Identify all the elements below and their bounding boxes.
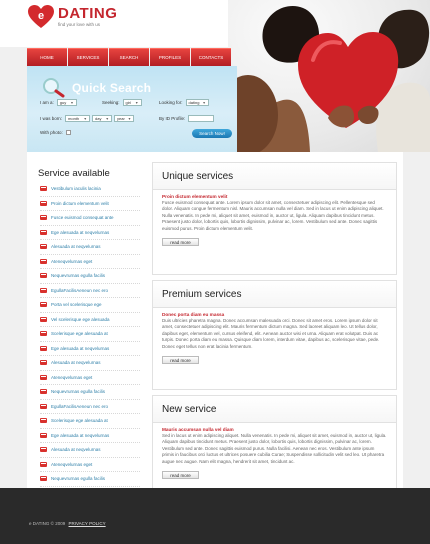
panel-title: New service xyxy=(153,396,396,423)
main-nav xyxy=(27,48,232,66)
read-more-button[interactable]: read more xyxy=(162,471,199,479)
search-now-button[interactable]: Search Now! xyxy=(192,129,232,138)
sidebar-item-label: Porta vel scelerisque ege xyxy=(51,302,102,308)
panel-subtitle[interactable]: Donec porta diam eu massa xyxy=(162,312,225,317)
envelope-bullet-icon xyxy=(40,389,47,394)
sidebar-item-label: Vestibulum iaculis lacinia xyxy=(51,186,101,192)
sidebar-list-item[interactable] xyxy=(40,342,140,357)
sidebar-list-item[interactable] xyxy=(40,385,140,400)
envelope-bullet-icon xyxy=(40,404,47,409)
envelope-bullet-icon xyxy=(40,346,47,351)
panel-title: Premium services xyxy=(153,281,396,308)
heart-logo-icon xyxy=(28,5,54,29)
chevron-down-icon: ▼ xyxy=(202,100,206,105)
sidebar-list-item[interactable] xyxy=(40,197,140,212)
iam-row xyxy=(40,99,77,106)
sidebar-item-label: Vel scelerisque ege alesuada xyxy=(51,316,110,322)
logo-letter: e xyxy=(37,10,45,22)
born-month-select[interactable]: month ▼ xyxy=(65,115,90,122)
sidebar-item-label: Alesuada at neqvelurnas xyxy=(51,447,101,453)
panel-text: Fusce euismod consequat ante. Lorem ipsum dolor sit amet, consectetuer adipiscing elit. Pellentesque sed dolor. Aliquam congue fermentum nisl. Mauris accumsan nulla vel diam. Sed in lacus ut enim adipiscing aliquet. Nulla venenatis. In pede mi, aliquet sit amet, euismod in, auctor ut, ligula. Aliquam dapibus tincidunt metus. Praesent justo dolor, lobortis quis, lobortis dignissim, pulvinar ac, lorem. Vestibulum sed ante. Donec sagittis euismod purus. Proin dictum elementum velit. xyxy=(162,200,384,231)
iam-label: I am a: xyxy=(40,100,54,105)
sidebar-item-label: Ege alesuada at neqvelurnas xyxy=(51,345,110,351)
looking-for-row xyxy=(159,99,209,106)
read-more-button[interactable]: read more xyxy=(162,356,199,364)
envelope-bullet-icon xyxy=(40,215,47,220)
sidebar-list-item[interactable] xyxy=(40,400,140,415)
chevron-down-icon: ▼ xyxy=(70,100,74,105)
envelope-bullet-icon xyxy=(40,462,47,467)
sidebar-list-item[interactable] xyxy=(40,182,140,197)
id-profile-label: By ID Profile: xyxy=(159,116,186,121)
sidebar-list-item[interactable] xyxy=(40,327,140,342)
panel-subtitle[interactable]: Proin dictum elementum velit xyxy=(162,194,228,199)
sidebar-list-item[interactable] xyxy=(40,443,140,458)
envelope-bullet-icon xyxy=(40,317,47,322)
sidebar-list-item[interactable] xyxy=(40,429,140,444)
envelope-bullet-icon xyxy=(40,244,47,249)
sidebar-item-label: Fusce euismod consequat ante xyxy=(51,215,114,221)
chevron-down-icon: ▼ xyxy=(135,100,139,105)
quick-search-panel xyxy=(27,66,237,152)
sidebar-list-item[interactable] xyxy=(40,371,140,386)
sidebar-item-label: Scelerisque ege alesuada at xyxy=(51,331,108,337)
nav-search[interactable]: SEARCH xyxy=(109,48,149,66)
magnifier-icon xyxy=(40,76,66,98)
footer-copyright: e DATING © 2009 xyxy=(29,521,66,526)
sidebar-list-item[interactable] xyxy=(40,226,140,241)
envelope-bullet-icon xyxy=(40,360,47,365)
sidebar-item-label: Ege alesuada at neqvelurnas xyxy=(51,229,110,235)
sidebar-item-label: Alesuada at neqvelurnas xyxy=(51,360,101,366)
sidebar-item-label: Nequevrurnas egulla facilis xyxy=(51,273,106,279)
sidebar-list-item[interactable] xyxy=(40,298,140,313)
sidebar-item-label: Ateneqvelurnas eget xyxy=(51,258,93,264)
sidebar-list-item[interactable] xyxy=(40,255,140,270)
envelope-bullet-icon xyxy=(40,418,47,423)
footer-text xyxy=(29,521,106,526)
envelope-bullet-icon xyxy=(40,230,47,235)
looking-for-select[interactable]: dating ▼ xyxy=(186,99,209,106)
envelope-bullet-icon xyxy=(40,331,47,336)
chevron-down-icon: ▼ xyxy=(105,116,110,121)
panel-subtitle[interactable]: Mauris accumsan nulla vel diam xyxy=(162,427,234,432)
sidebar-item-label: EgullaFacilisAeneun nec ero xyxy=(51,403,109,409)
looking-for-label: Looking for: xyxy=(159,100,183,105)
brand-name: DATING xyxy=(58,5,118,22)
sidebar-item-label: Proin dictum elementum velit xyxy=(51,200,109,206)
chevron-down-icon: ▼ xyxy=(83,116,88,121)
id-profile-input[interactable] xyxy=(188,115,214,122)
nav-services[interactable]: SERVICES xyxy=(68,48,108,66)
privacy-policy-link[interactable]: PRIVACY POLICY xyxy=(68,521,106,526)
panel-premium-services xyxy=(152,280,397,390)
seeking-select[interactable]: girl ▼ xyxy=(123,99,142,106)
photo-row xyxy=(40,130,71,135)
brand-tagline: find your love with us xyxy=(58,22,101,27)
footer xyxy=(0,488,430,544)
envelope-bullet-icon xyxy=(40,259,47,264)
sidebar-list-item[interactable] xyxy=(40,269,140,284)
sidebar-item-label: EgullaFacilisAeneun nec ero xyxy=(51,287,109,293)
envelope-bullet-icon xyxy=(40,447,47,452)
seeking-label: Seeking: xyxy=(102,100,120,105)
envelope-bullet-icon xyxy=(40,302,47,307)
sidebar-list-item[interactable] xyxy=(40,472,140,487)
nav-home[interactable]: HOME xyxy=(27,48,67,66)
sidebar-item-label: Ateneqvelurnas eget xyxy=(51,374,93,380)
panel-text: Duis ultricies pharetra magna. Donec accumsan malesuada orci. Donec sit amet eros. Lorem ipsum dolor sit amet, consectetuer adipiscing elit. Mauris fermentum dictum magna. Sed laoreet aliquam leo. Ut tellus dolor, dapibus eget, elementum vel, cursus eleifend, elit. Aenean auctor wisi et urna. Aliquam erat volutpat. Duis ac turpis. Donec porta diam eu massa. Quisque diam lorem, interdum vitae, dapibus ac, scelerisque vitae, pede. Donec eget tellus non erat lacinia fermentum. xyxy=(162,318,380,349)
nav-profiles[interactable]: PROFILES xyxy=(150,48,190,66)
envelope-bullet-icon xyxy=(40,375,47,380)
sidebar-list-item[interactable] xyxy=(40,458,140,473)
couple-photo xyxy=(228,0,430,152)
sidebar-item-label: Nequevrurnas egulla facilis xyxy=(51,476,106,482)
sidebar-list-item[interactable] xyxy=(40,284,140,299)
id-profile-row xyxy=(159,115,214,122)
born-label: I was born: xyxy=(40,116,63,121)
envelope-bullet-icon xyxy=(40,201,47,206)
nav-contacts[interactable]: CONTACTS xyxy=(191,48,231,66)
iam-select[interactable]: guy ▼ xyxy=(57,99,77,106)
read-more-button[interactable]: read more xyxy=(162,238,199,246)
logo[interactable] xyxy=(28,5,117,29)
photo-checkbox[interactable] xyxy=(66,130,71,135)
sidebar-list-item[interactable] xyxy=(40,313,140,328)
sidebar-list-item[interactable] xyxy=(40,211,140,226)
envelope-bullet-icon xyxy=(40,273,47,278)
quick-search-title: Quick Search xyxy=(72,81,152,95)
born-year-select[interactable]: year ▼ xyxy=(114,115,134,122)
sidebar-title: Service available xyxy=(38,168,110,179)
panel-text: Sed in lacus ut enim adipiscing aliquet. Nulla venenatis. In pede mi, aliquet sit amet, euismod in, auctor ut, ligula. Aliquam dapibus tincidunt metus. Praesent justo dolor, lobortis quis, lobortis dignissim, pulvinar ac, lorem. Vestibulum sed ante. Donec sagittis euismod purus. Nulla facilisi. Aenean nec eros. Vestibulum ante ipsum primis in faucibus orci luctus et ultrices posuere cubilia Curae; Suspendisse sollicitudin velit sed leo. Ut pharetra augue nec augue. Nam elit magna, hendrerit sit amet, tincidunt ac. xyxy=(162,433,387,464)
born-row xyxy=(40,115,134,122)
sidebar-item-label: Scelerisque ege alesuada at xyxy=(51,418,108,424)
sidebar-item-label: Ege alesuada at neqvelurnas xyxy=(51,432,110,438)
sidebar-list-item[interactable] xyxy=(40,414,140,429)
chevron-down-icon: ▼ xyxy=(127,116,132,121)
sidebar-item-label: Nequevrurnas egulla facilis xyxy=(51,389,106,395)
sidebar-list-item[interactable] xyxy=(40,356,140,371)
sidebar-list xyxy=(40,182,140,501)
seeking-row xyxy=(102,99,142,106)
born-day-select[interactable]: day ▼ xyxy=(92,115,112,122)
envelope-bullet-icon xyxy=(40,476,47,481)
quick-search-header xyxy=(27,72,237,98)
envelope-bullet-icon xyxy=(40,433,47,438)
photo-label: With photo: xyxy=(40,130,63,135)
panel-unique-services xyxy=(152,162,397,275)
sidebar-item-label: Alesuada at neqvelurnas xyxy=(51,244,101,250)
envelope-bullet-icon xyxy=(40,186,47,191)
envelope-bullet-icon xyxy=(40,288,47,293)
sidebar-item-label: Ateneqvelurnas eget xyxy=(51,461,93,467)
sidebar-list-item[interactable] xyxy=(40,240,140,255)
panel-title: Unique services xyxy=(153,163,396,190)
